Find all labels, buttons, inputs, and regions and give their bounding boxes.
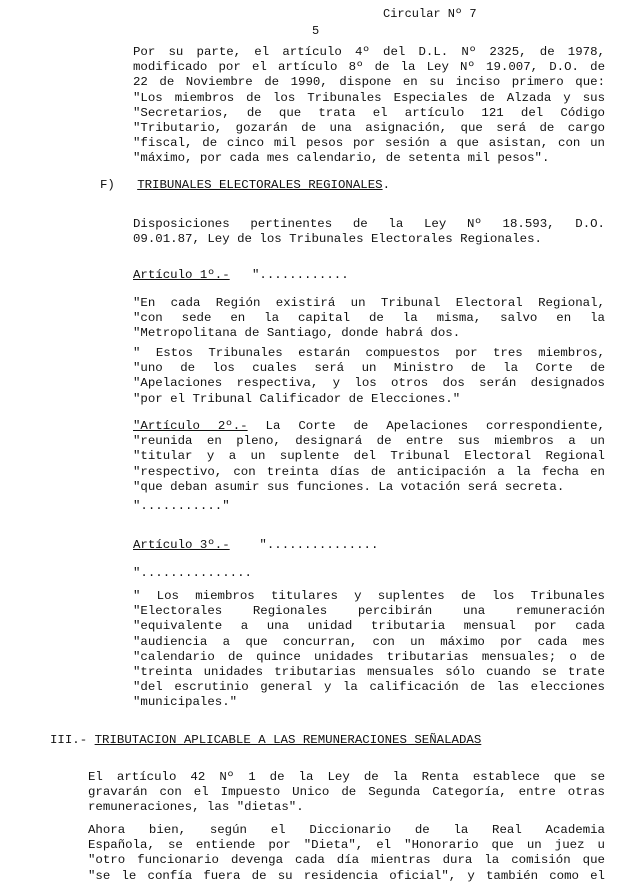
text-line: " Los miembros titulares y suplentes de los Tribunales: [133, 589, 605, 603]
paragraph-tribunal-composition: [133, 346, 605, 407]
text-line: "equivalente a una unidad tributaria mensual por cada: [133, 619, 605, 634]
text-line: "del escrutinio general y la calificación de las elecciones: [133, 680, 605, 695]
text-line: remuneraciones, las "dietas".: [88, 800, 304, 815]
text-line: "titular y a un suplente del Tribunal Electoral Regional: [133, 449, 605, 464]
paragraph-art1: [133, 296, 605, 342]
text-line: "por el Tribunal Calificador de Elecciones.": [133, 391, 461, 406]
text-line: Por su parte, el artículo 4º del D.L. Nº 2325, de 1978,: [133, 45, 605, 59]
text-segment: La Corte de Apelaciones correspondiente,: [247, 419, 605, 433]
text-line: Ahora bien, según el Diccionario de la Real Academia: [88, 823, 605, 837]
text-line: 22 de Noviembre de 1990, dispone en su inciso primero que:: [133, 75, 605, 90]
text-line: "Electorales Regionales percibirán una remuneración: [133, 604, 605, 619]
section-iii-heading: [50, 733, 481, 748]
section-title-period: .: [382, 178, 390, 192]
paragraph-remuneration: [133, 589, 605, 711]
text-line: "Los miembros de los Tribunales Especiales de Alzada y sus: [133, 90, 605, 105]
article-3-heading: [133, 538, 378, 553]
text-line: "municipales.": [133, 695, 238, 710]
text-line: "reunida en pleno, designará de entre sus miembros a un: [133, 434, 605, 449]
text-line: "Secretarios, de que trata el artículo 121 del Código: [133, 105, 605, 120]
text-line: "audiencia a que concurran, con un máximo por cada mes: [133, 634, 605, 649]
text-line: gravarán con el Impuesto Unico de Segunda Categoría, entre otras: [88, 785, 605, 800]
article-label: Artículo 3º.-: [133, 538, 230, 552]
text-line: "fiscal, de cinco mil pesos por sesión a que asistan, con un: [133, 136, 605, 151]
text-line: 09.01.87, Ley de los Tribunales Electorales Regionales.: [133, 232, 542, 247]
ellipsis-text: "...............: [259, 538, 379, 552]
text-line: modificado por el artículo 8º de la Ley Nº 19.007, D.O. de: [133, 60, 605, 75]
section-f-heading: [100, 178, 390, 193]
ellipsis-line: "...........": [133, 499, 230, 513]
section-number: III.-: [50, 733, 88, 747]
text-line: "otro funcionario devenga cada día mientras dura la comisión que: [88, 853, 605, 868]
text-line: [133, 419, 605, 434]
text-line: "que deban asumir sus funciones. La votación será secreta.: [133, 479, 565, 494]
paragraph-art42: [88, 770, 605, 816]
text-line: "respectivo, con treinta días de anticipación a la fecha en: [133, 464, 605, 479]
text-line: "calendario de quince unidades tributarias mensuales; o de: [133, 649, 605, 664]
text-line: "Apelaciones respectiva, y los otros dos serán designados: [133, 376, 605, 391]
paragraph-ley-18593: [133, 217, 605, 247]
section-title: TRIBUNALES ELECTORALES REGIONALES: [137, 178, 383, 192]
text-line: El artículo 42 Nº 1 de la Ley de la Renta establece que se: [88, 770, 605, 784]
text-line: "Tributario, gozarán de una asignación, que será de cargo: [133, 121, 605, 136]
circular-header: Circular Nº 7: [383, 7, 477, 21]
ellipsis-text: "............: [251, 268, 349, 282]
section-letter: F): [100, 178, 115, 192]
article-1-heading: [133, 268, 349, 283]
text-line: Española, se entiende por "Dieta", el "Honorario que un juez u: [88, 838, 605, 853]
article-label: "Artículo 2º.-: [133, 419, 248, 433]
text-line: "Metropolitana de Santiago, donde habrá dos.: [133, 326, 461, 341]
text-line: "treinta unidades tributarias mensuales sólo cuando se trate: [133, 665, 605, 680]
text-line: "máximo, por cada mes calendario, de setenta mil pesos".: [133, 151, 550, 166]
ellipsis-line: "...............: [133, 566, 252, 580]
text-line: "se le confía fuera de su residencia oficial", y también como el: [88, 868, 605, 883]
text-line: "con sede en la capital de la misma, salvo en la: [133, 311, 605, 326]
paragraph-art4-dl2325: [133, 45, 605, 167]
paragraph-art2: [133, 419, 605, 495]
paragraph-dieta-definition: [88, 823, 605, 884]
text-line: "uno de los cuales será un Ministro de la Corte de: [133, 361, 605, 376]
text-line: " Estos Tribunales estarán compuestos por tres miembros,: [133, 346, 605, 360]
text-line: Disposiciones pertinentes de la Ley Nº 18.593, D.O.: [133, 217, 605, 231]
section-title: TRIBUTACION APLICABLE A LAS REMUNERACIONES SEÑALADAS: [94, 733, 482, 747]
article-label: Artículo 1º.-: [133, 268, 230, 282]
page-number: 5: [312, 24, 320, 38]
text-line: "En cada Región existirá un Tribunal Electoral Regional,: [133, 296, 605, 310]
